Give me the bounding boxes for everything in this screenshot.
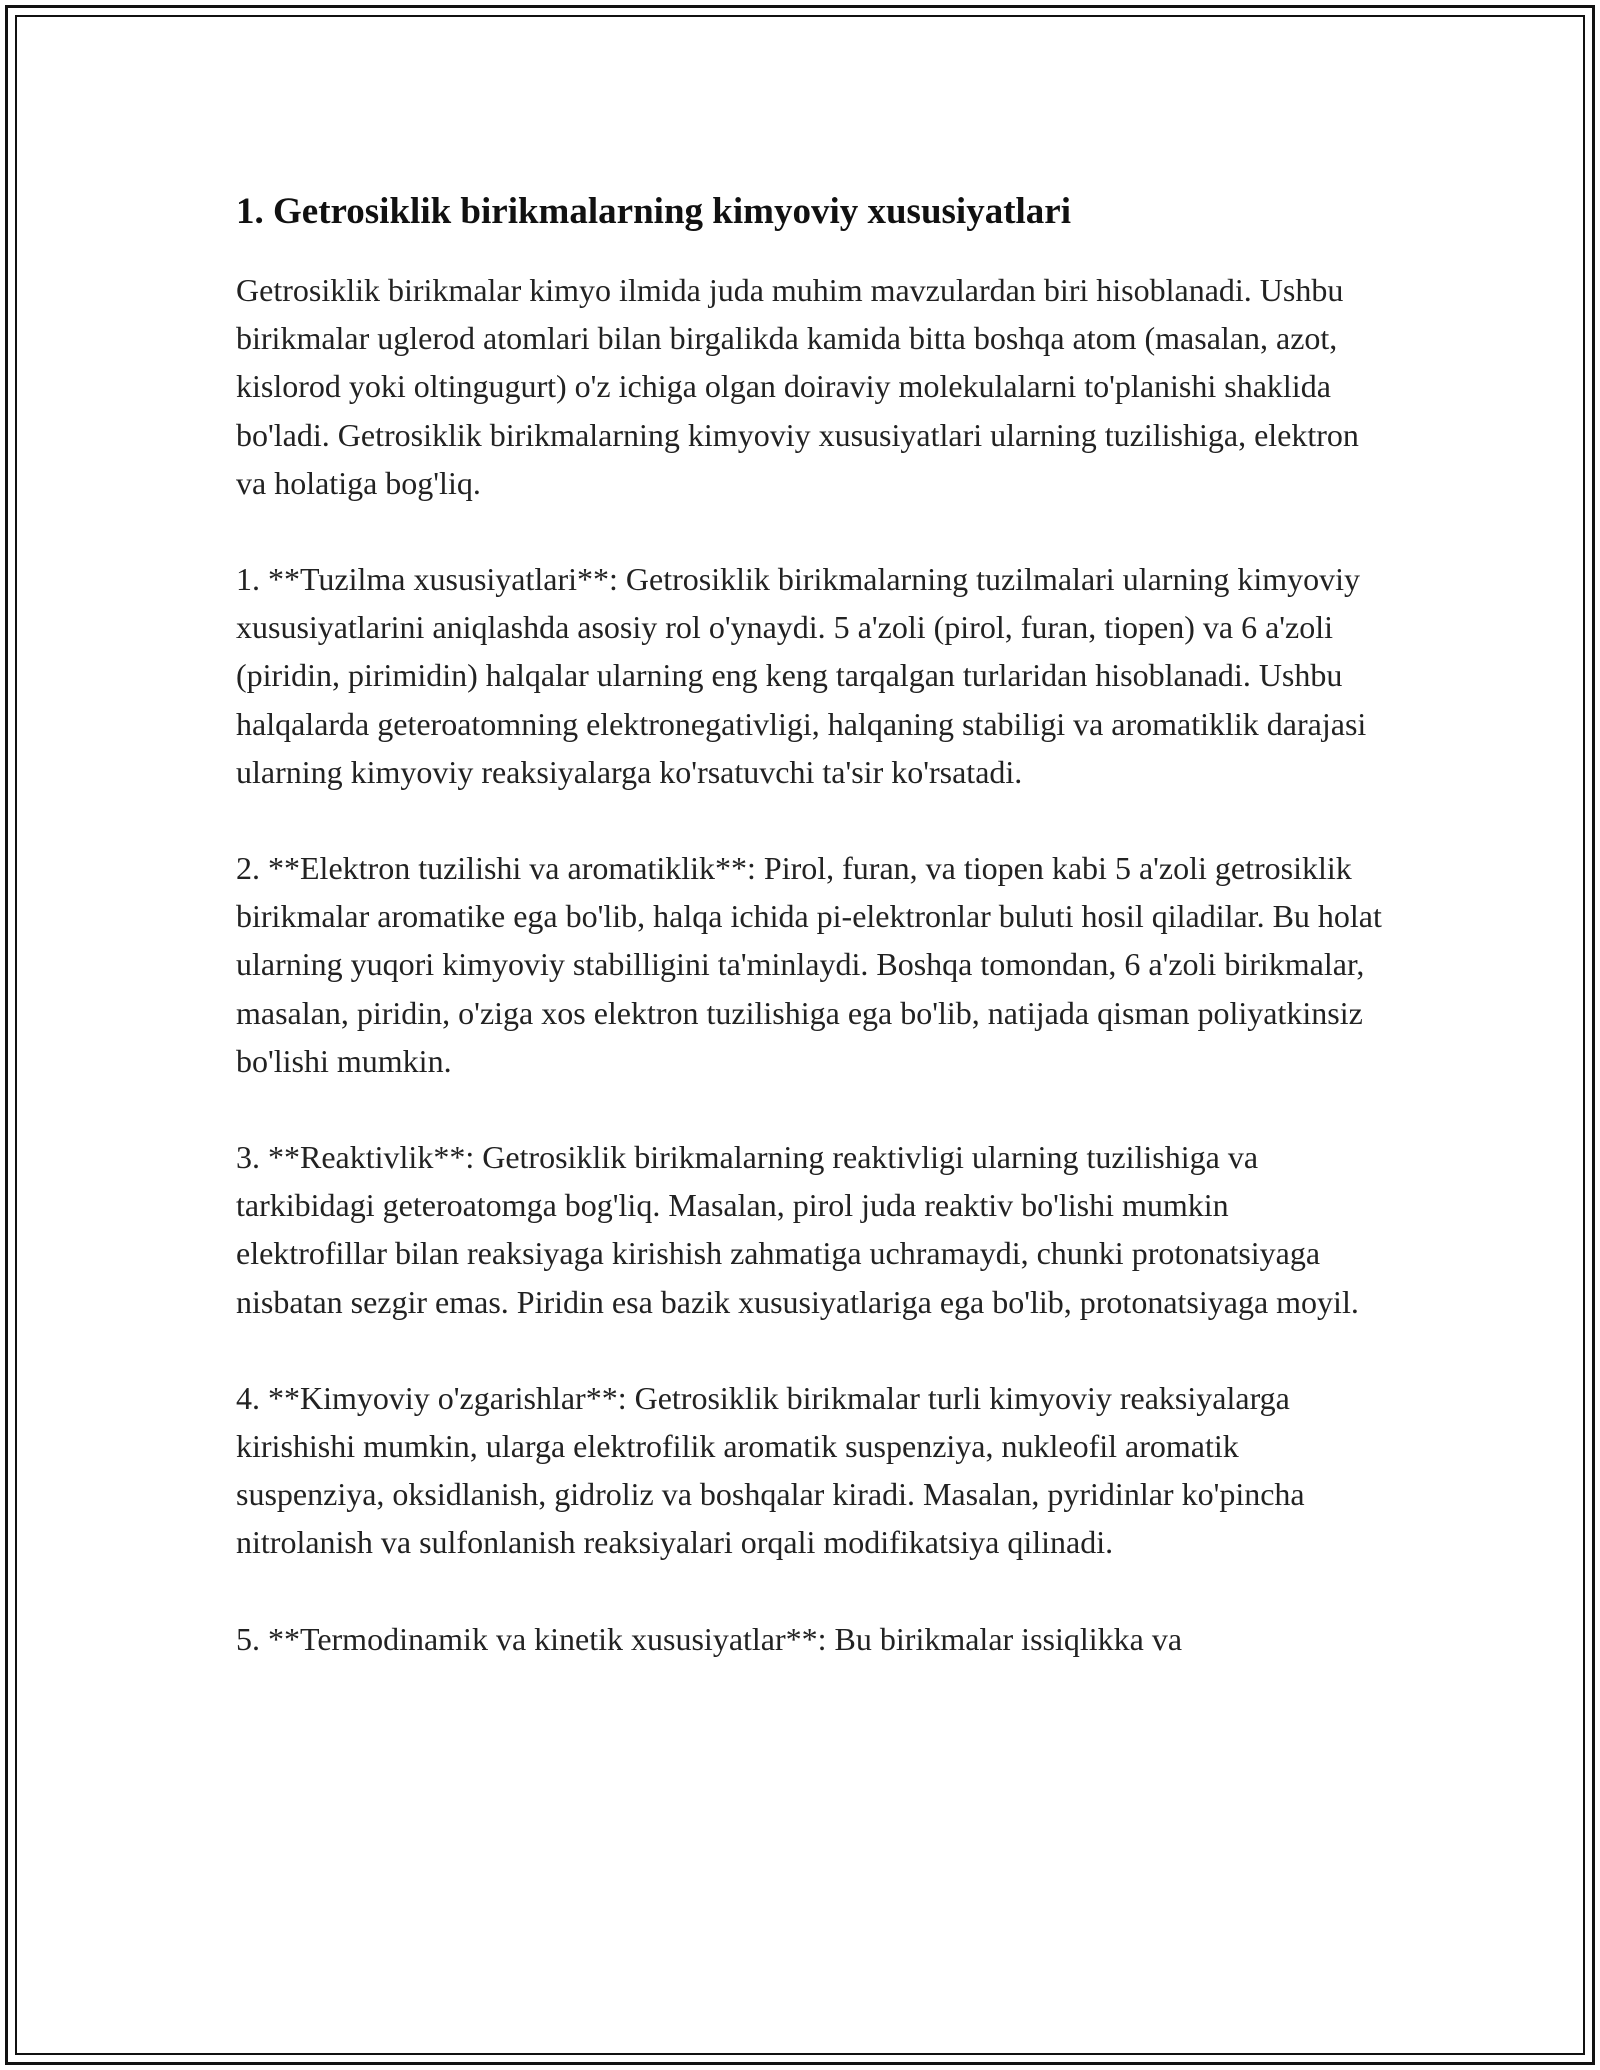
section-heading: 1. Getrosiklik birikmalarning kimyoviy xususiyatlari — [236, 191, 1072, 232]
intro-paragraph: Getrosiklik birikmalar kimyo ilmida juda muhim mavzulardan biri hisoblanadi. Ushbu birikmalar uglerod atomlari bilan birgalikda kamida bitta boshqa atom (masalan, azot, kislorod yoki oltingugurt) o'z ichiga olgan doiraviy molekulalarni to'planishi shaklida bo'ladi. Getrosiklik birikmalarning kimyoviy xususiyatlari ularning tuzilishiga, elektron va holatiga bog'liq. — [236, 272, 1359, 501]
paragraph-tuzilma-xususiyatlari: 1. **Tuzilma xususiyatlari**: Getrosiklik birikmalarning tuzilmalari ularning kimyoviy xususiyatlarini aniqlashda asosiy rol o'ynaydi. 5 a'zoli (pirol, furan, tiopen) va 6 a'zoli (piridin, pirimidin) halqalar ularning eng keng tarqalgan turlaridan hisoblanadi. Ushbu halqalarda geteroatomning elektronegativligi, halqaning stabiligi va aromatiklik darajasi ularning kimyoviy reaksiyalarga ko'rsatuvchi ta'sir ko'rsatadi. — [236, 561, 1367, 790]
paragraph-reaktivlik: 3. **Reaktivlik**: Getrosiklik birikmalarning reaktivligi ularning tuzilishiga va tarkibidagi geteroatomga bog'liq. Masalan, pirol juda reaktiv bo'lishi mumkin elektrofillar bilan reaksiyaga kirishish zahmatiga uchramaydi, chunki protonatsiyaga nisbatan sezgir emas. Piridin esa bazik xususiyatlariga ega bo'lib, protonatsiyaga moyil. — [236, 1139, 1359, 1320]
paragraph-elektron-tuzilishi: 2. **Elektron tuzilishi va aromatiklik**: Pirol, furan, va tiopen kabi 5 a'zoli getrosiklik birikmalar aromatike ega bo'lib, halqa ichida pi-elektronlar buluti hosil qiladilar. Bu holat ularning yuqori kimyoviy stabilligini ta'minlaydi. Boshqa tomondan, 6 a'zoli birikmalar, masalan, piridin, o'ziga xos elektron tuzilishiga ega bo'lib, natijada qisman poliyatkinsiz bo'lishi mumkin. — [236, 850, 1382, 1079]
paragraph-kimyoviy-ozgarishlar: 4. **Kimyoviy o'zgarishlar**: Getrosiklik birikmalar turli kimyoviy reaksiyalarga kirishishi mumkin, ularga elektrofilik aromatik suspenziya, nukleofil aromatik suspenziya, oksidlanish, gidroliz va boshqalar kiradi. Masalan, pyridinlar ko'pincha nitrolanish va sulfonlanish reaksiyalari orqali modifikatsiya qilinadi. — [236, 1379, 1305, 1561]
paragraph-termodinamik: 5. **Termodinamik va kinetik xususiyatlar**: Bu birikmalar issiqlikka va — [236, 1620, 1183, 1657]
document-body — [236, 186, 1386, 1663]
